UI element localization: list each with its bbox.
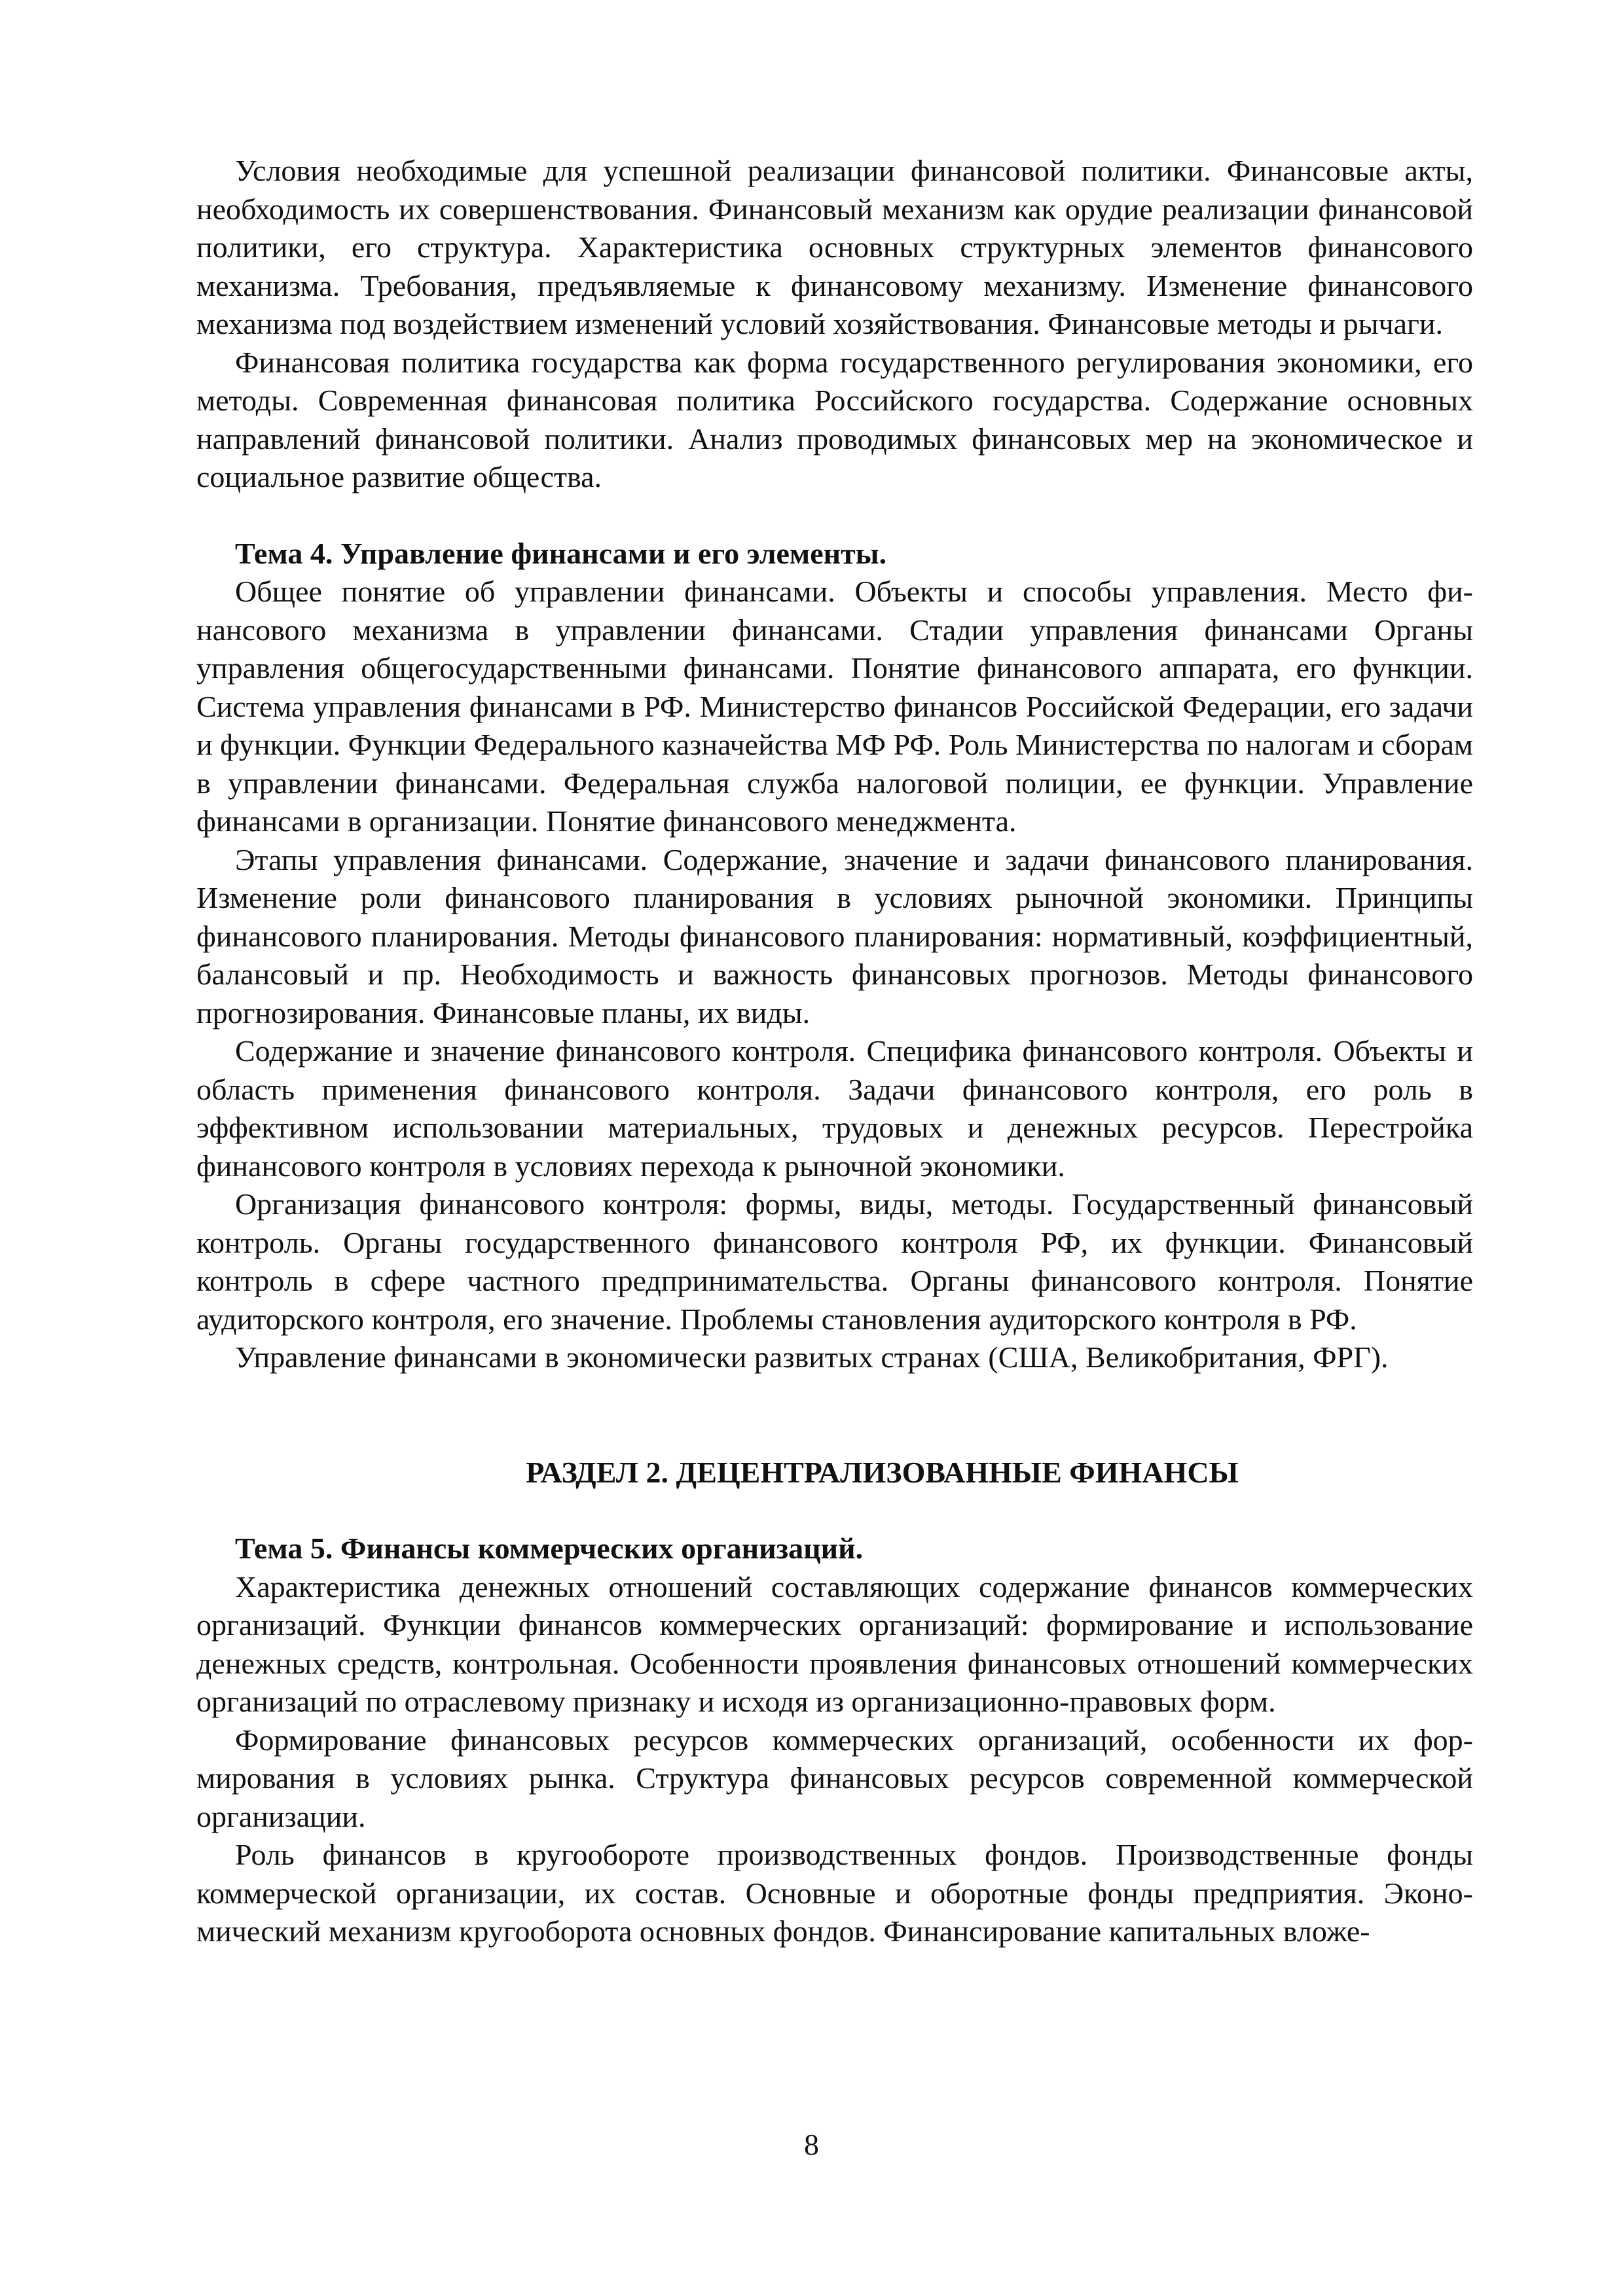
topic-5-paragraph-3: Роль финансов в кругообороте производственных фондов. Производственные фонды коммерческой организации, их состав. Основные и оборотные фонды предприятия. Экономический механизм кругооборота основных фондов. Финансирование капитальных вложе- — [196, 1838, 1473, 1948]
paragraph-intro-1: Условия необходимые для успешной реализации финансовой политики. Финансовые акты, необходимость их совершенствования. Финансовый механизм как орудие реализации финансовой политики, его структура. Характеристика основных структурных элементов финансового механизма. Требования, предъявляемые к финансовому механизму. Изменение финансового механизма под воздействием изменений условий хозяйствования. Финансовые методы и рычаги. — [196, 154, 1473, 340]
section-2-heading: РАЗДЕЛ 2. ДЕЦЕНТРАЛИЗОВАННЫЕ ФИНАНСЫ — [526, 1455, 1239, 1489]
page-number: 8 — [804, 2128, 819, 2161]
topic-4-paragraph-5: Управление финансами в экономически развитых странах (США, Великобритания, ФРГ). — [235, 1340, 1389, 1374]
spacer — [196, 1492, 1473, 1530]
paragraph-intro-2: Финансовая политика государства как форма государственного регулирования экономики, его методы. Современная финансовая политика Российского государства. Содержание основных направлений финансовой политики. Анализ проводимых финансовых мер на экономическое и социальное развитие общества. — [196, 345, 1473, 493]
spacer — [196, 1377, 1473, 1454]
topic-4-paragraph-3: Содержание и значение финансового контроля. Специфика финансового контроля. Объекты и область применения финансового контроля. Задачи финансового контроля, его роль в эффективном использовании материальных, трудовых и денежных ресурсов. Перестройка финансового контроля в условиях перехода к рыночной экономики. — [196, 1034, 1473, 1183]
topic-5-paragraph-1: Характеристика денежных отношений составляющих содержание финансов коммерческих организаций. Функции финансов коммерческих организаций: формирование и использование денежных средств, контрольная. Особенности проявления финансовых отношений коммерческих организаций по отраслевому признаку и исходя из организационно-правовых форм. — [196, 1570, 1473, 1718]
topic-5-paragraph-2: Формирование финансовых ресурсов коммерческих организаций, особенности их формирования в условиях рынка. Структура финансовых ресурсов современной коммерческой организации. — [196, 1723, 1473, 1833]
topic-4-paragraph-2: Этапы управления финансами. Содержание, значение и задачи финансового планирования. Изменение роли финансового планирования в условиях рыночной экономики. Принципы финансового планирования. Методы финансового планирования: нормативный, коэффициентный, балансовый и пр. Необходимость и важность финансовых прогнозов. Методы финансового прогнозирования. Финансовые планы, их виды. — [196, 842, 1473, 1030]
spacer — [196, 497, 1473, 535]
topic-4-heading: Тема 4. Управление финансами и его элементы. — [235, 536, 887, 570]
topic-4-paragraph-1: Общее понятие об управлении финансами. Объекты и способы управления. Место финансового механизма в управлении финансами. Стадии управления финансами Органы управления общегосударственными финансами. Понятие финансового аппарата, его функции. Система управления финансами в РФ. Министерство финансов Российской Федерации, его задачи и функции. Функции Федерального казначейства МФ РФ. Роль Министерства по налогам и сборам в управлении финансами. Федеральная служба налоговой полиции, ее функции. Управление финансами в организации. Понятие финансового менеджмента. — [196, 575, 1473, 838]
page-content — [196, 152, 1473, 1951]
topic-5-heading: Тема 5. Финансы коммерческих организаций. — [235, 1532, 864, 1565]
topic-4-paragraph-4: Организация финансового контроля: формы, виды, методы. Государственный финансовый контроль. Органы государственного финансового контроля РФ, их функции. Финансовый контроль в сфере частного предпринимательства. Органы финансового контроля. Понятие аудиторского контроля, его значение. Проблемы становления аудиторского контроля в РФ. — [196, 1187, 1473, 1336]
